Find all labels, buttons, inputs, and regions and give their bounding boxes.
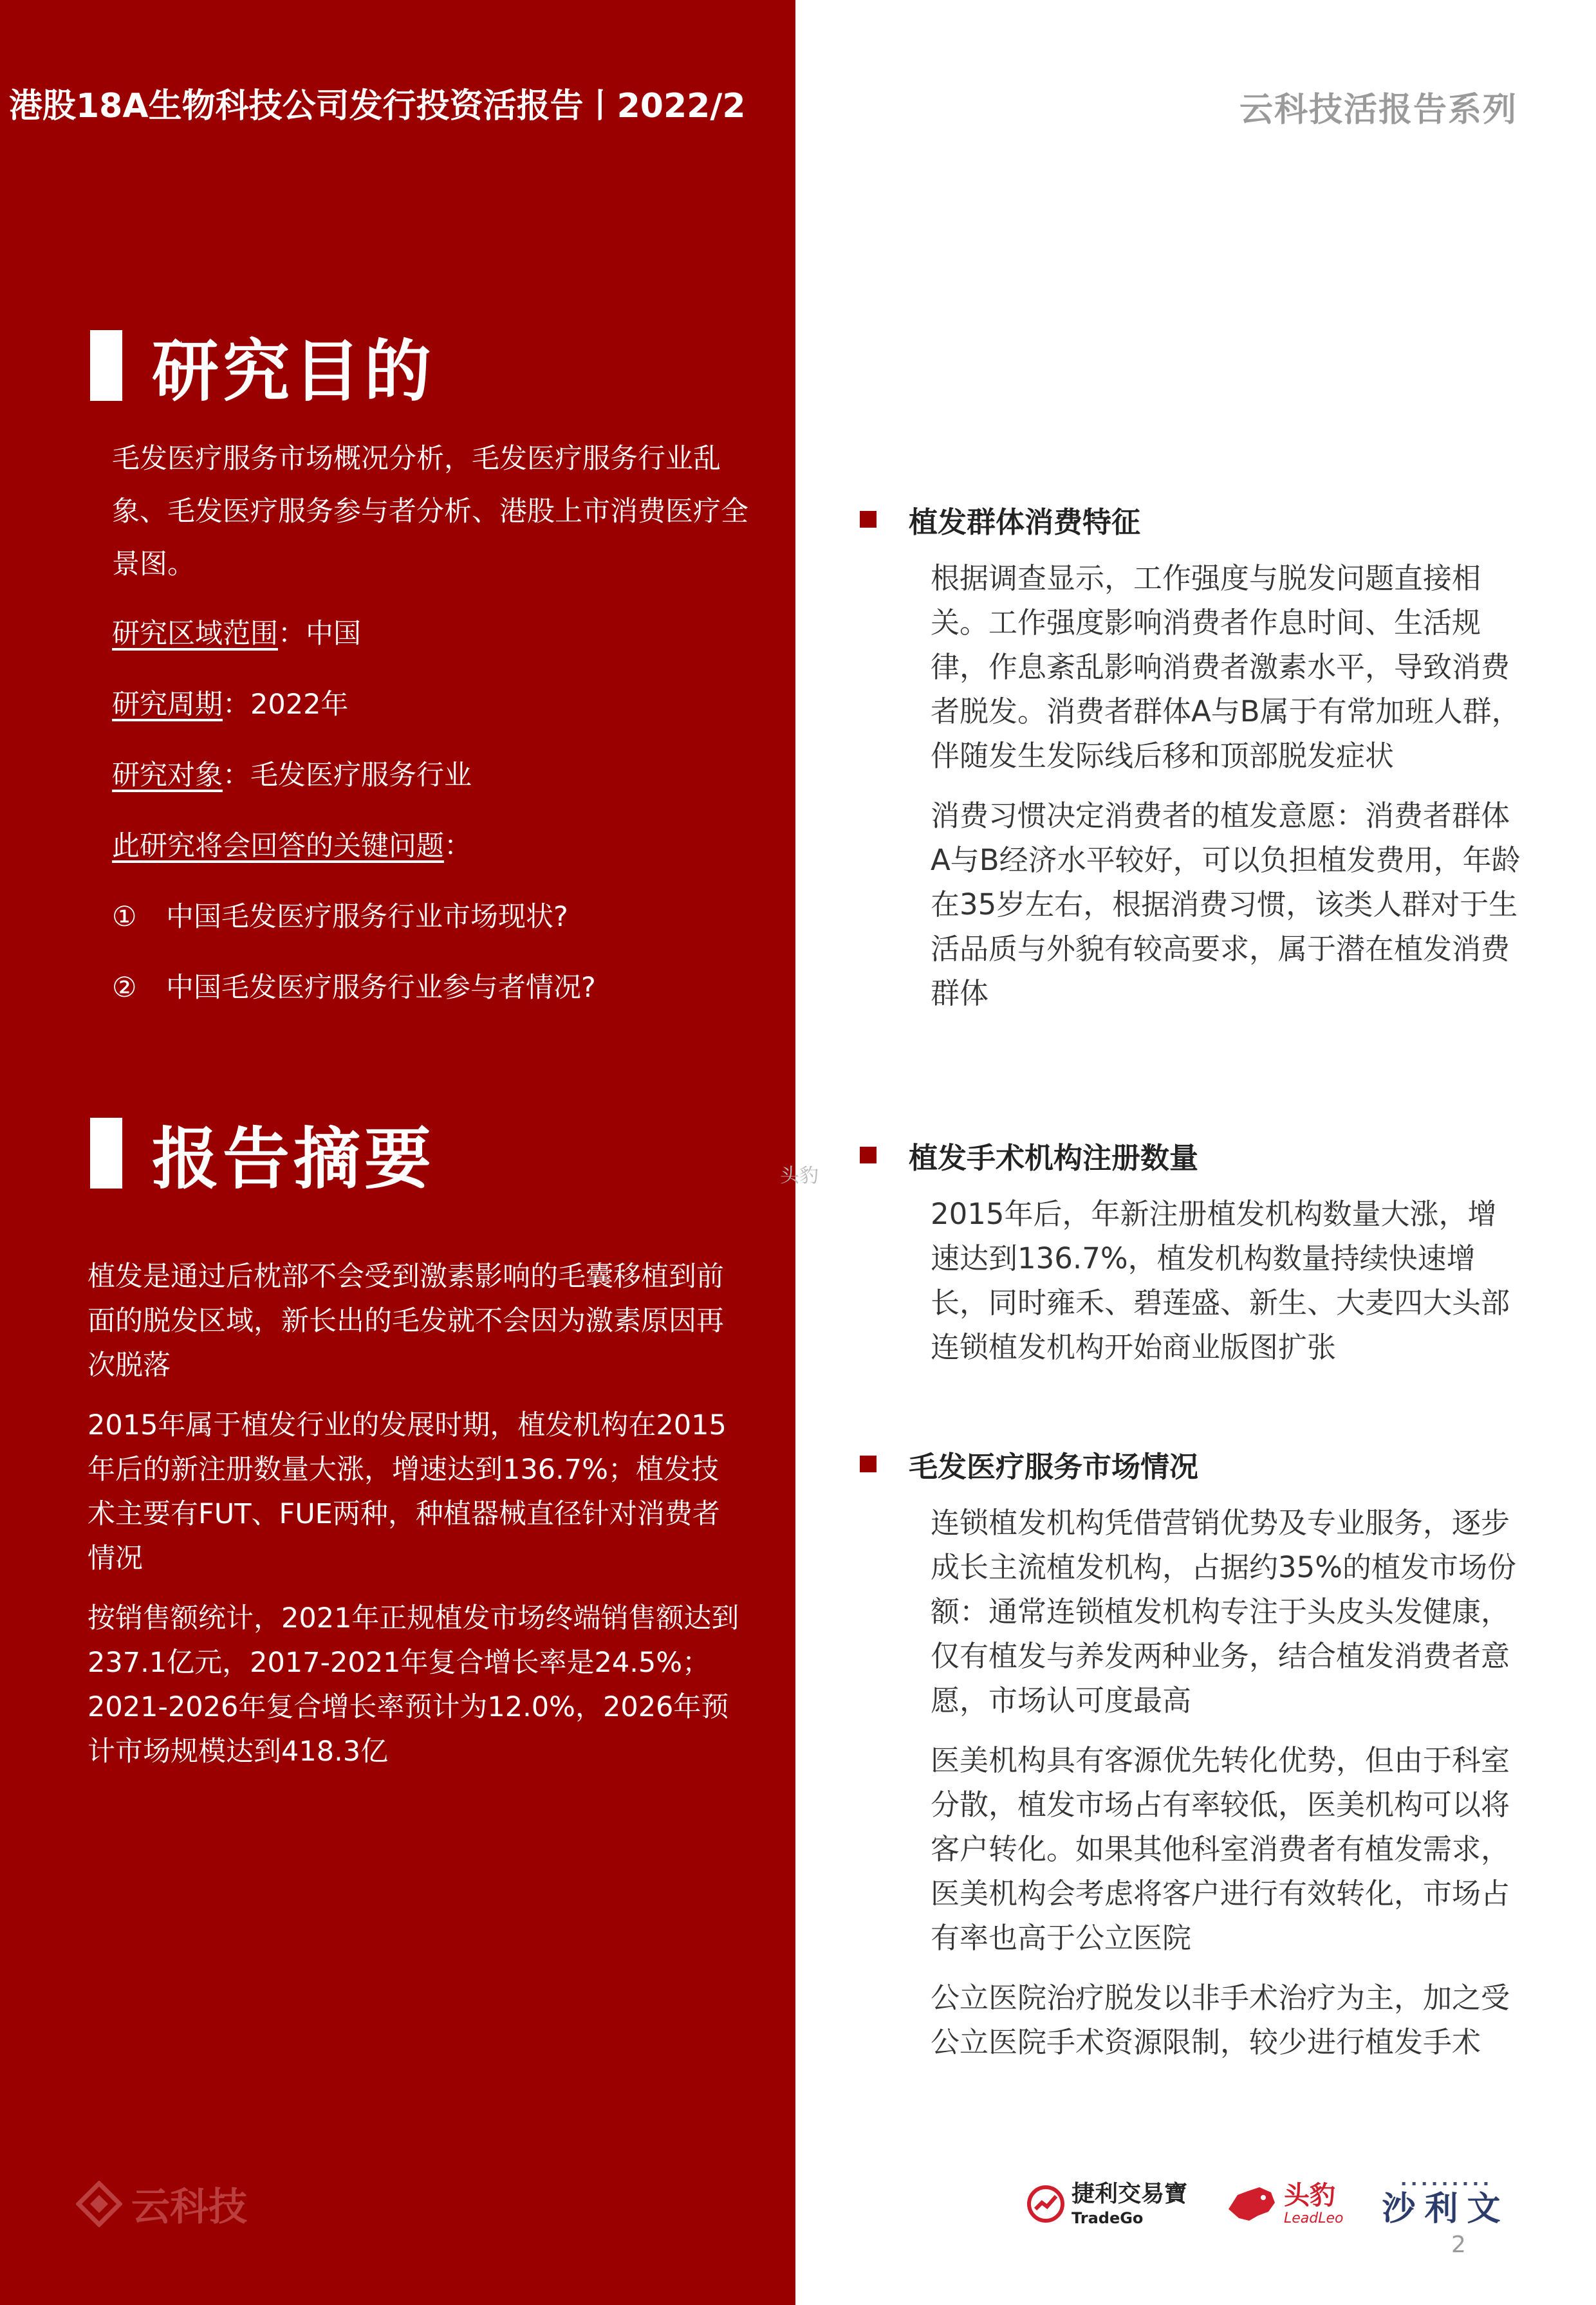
right-section-title: 毛发医疗服务市场情况	[909, 1449, 1199, 1484]
summary-block	[88, 1255, 744, 1790]
purpose-block	[112, 432, 759, 1023]
right-section-heading	[860, 1441, 1523, 1486]
right-paragraph: 医美机构具有客源优先转化优势，但由于科室分散，植发市场占有率较低，医美机构可以将客户转化。如果其他科室消费者有植发需求，医美机构会考虑将客户进行有效转化，市场占有率也高于公立医院	[931, 1743, 1510, 1955]
right-paragraph: 根据调查显示，工作强度与脱发问题直接相关。工作强度影响消费者作息时间、生活规律，作息紊乱影响消费者激素水平，导致消费者脱发。消费者群体A与B属于有常加班人群，伴随发生发际线后移和顶部脱发症状	[931, 561, 1521, 773]
meta-sep: ：	[223, 759, 250, 791]
meta-row-period	[112, 669, 759, 740]
meta-row-region	[112, 598, 759, 669]
series-label: 云科技活报告系列	[1239, 91, 1517, 129]
question-text: 中国毛发医疗服务行业市场现状?	[166, 901, 568, 933]
question-text: 中国毛发医疗服务行业参与者情况?	[166, 972, 596, 1004]
summary-paragraph: 植发是通过后枕部不会受到激素影响的毛囊移植到前面的脱发区域，新长出的毛发就不会因为激素原因再次脱落	[88, 1261, 724, 1382]
watermark: 头豹	[780, 1165, 819, 1187]
questions-label-row	[112, 811, 759, 882]
purpose-heading-text: 研究目的	[152, 332, 436, 411]
questions-sep: ：	[444, 830, 472, 862]
meta-key: 研究周期	[112, 689, 223, 721]
question-number: ②	[112, 972, 137, 1004]
summary-heading	[90, 1115, 436, 1198]
brand-logo	[76, 2176, 247, 2232]
right-section-registration	[860, 1133, 1523, 1385]
right-section-consumer	[860, 497, 1523, 1031]
meta-sep: ：	[278, 618, 306, 650]
right-section-market	[860, 1441, 1523, 2080]
summary-paragraph: 按销售额统计，2021年正规植发市场终端销售额达到237.1亿元，2017-2021年复合增长率是24.5%；2021-2026年复合增长率预计为12.0%，2026年预计市场规模达到418.3亿	[88, 1602, 739, 1768]
questions-label: 此研究将会回答的关键问题	[112, 830, 444, 862]
meta-row-object	[112, 740, 759, 811]
leadleo-en: LeadLeo	[1284, 2210, 1344, 2226]
heading-bar	[90, 1118, 122, 1189]
leadleo-logo	[1226, 2181, 1344, 2227]
meta-value: 2022年	[250, 689, 349, 721]
leadleo-cn: 头豹	[1284, 2181, 1336, 2210]
tradego-cn: 捷利交易寶	[1072, 2181, 1188, 2207]
question-item	[112, 952, 759, 1023]
purpose-intro: 毛发医疗服务市场概况分析，毛发医疗服务行业乱象、毛发医疗服务参与者分析、港股上市消费医疗全景图。	[112, 443, 748, 580]
purpose-heading	[90, 327, 436, 411]
square-bullet-icon	[860, 511, 877, 528]
summary-heading-text: 报告摘要	[152, 1120, 436, 1198]
right-section-title: 植发群体消费特征	[909, 505, 1141, 539]
tradego-logo	[1026, 2180, 1187, 2228]
right-section-heading	[860, 1133, 1523, 1178]
heading-bar	[90, 330, 122, 401]
question-item	[112, 882, 759, 952]
right-paragraph: 公立医院治疗脱发以非手术治疗为主，加之受公立医院手术资源限制，较少进行植发手术	[931, 1981, 1510, 2059]
meta-key: 研究对象	[112, 759, 223, 791]
meta-value: 中国	[306, 618, 361, 650]
left-panel	[0, 0, 795, 2305]
right-section-heading	[860, 497, 1523, 542]
right-section-title: 植发手术机构注册数量	[909, 1140, 1199, 1175]
brand-name: 云科技	[131, 2185, 247, 2230]
square-bullet-icon	[860, 1147, 877, 1163]
frost-sullivan-logo	[1382, 2179, 1510, 2229]
square-bullet-icon	[860, 1456, 877, 1472]
meta-value: 毛发医疗服务行业	[250, 759, 472, 791]
meta-sep: ：	[223, 689, 250, 721]
right-paragraph: 2015年后，年新注册植发机构数量大涨，增速达到136.7%，植发机构数量持续快速增长，同时雍禾、碧莲盛、新生、大麦四大头部连锁植发机构开始商业版图扩张	[931, 1197, 1510, 1364]
tradego-en: TradeGo	[1072, 2209, 1144, 2227]
report-title: 港股18A生物科技公司发行投资活报告丨2022/2	[9, 87, 746, 125]
page-number: 2	[1451, 2232, 1466, 2258]
footer-logos	[1026, 2169, 1510, 2239]
question-number: ①	[112, 901, 137, 933]
diamond-logo-icon	[76, 2181, 122, 2227]
frost-sullivan-mark: ▪ ▪ ▪ ▪ ▪ ▪ ▪ ▪ ▪	[1401, 2180, 1490, 2187]
meta-key: 研究区域范围	[112, 618, 278, 650]
summary-paragraph: 2015年属于植发行业的发展时期，植发机构在2015年后的新注册数量大涨，增速达到136.7%；植发技术主要有FUT、FUE两种，种植器械直径针对消费者情况	[88, 1409, 727, 1575]
leopard-icon	[1226, 2183, 1277, 2225]
right-paragraph: 消费习惯决定消费者的植发意愿：消费者群体A与B经济水平较好，可以负担植发费用，年龄在35岁左右，根据消费习惯，该类人群对于生活品质与外貌有较高要求，属于潜在植发消费群体	[931, 799, 1521, 1010]
tradego-chart-icon	[1026, 2185, 1065, 2223]
frost-sullivan-cn: 沙利文	[1382, 2190, 1510, 2228]
right-paragraph: 连锁植发机构凭借营销优势及专业服务，逐步成长主流植发机构，占据约35%的植发市场份额：通常连锁植发机构专注于头皮头发健康，仅有植发与养发两种业务，结合植发消费者意愿，市场认可度最高	[931, 1506, 1517, 1717]
